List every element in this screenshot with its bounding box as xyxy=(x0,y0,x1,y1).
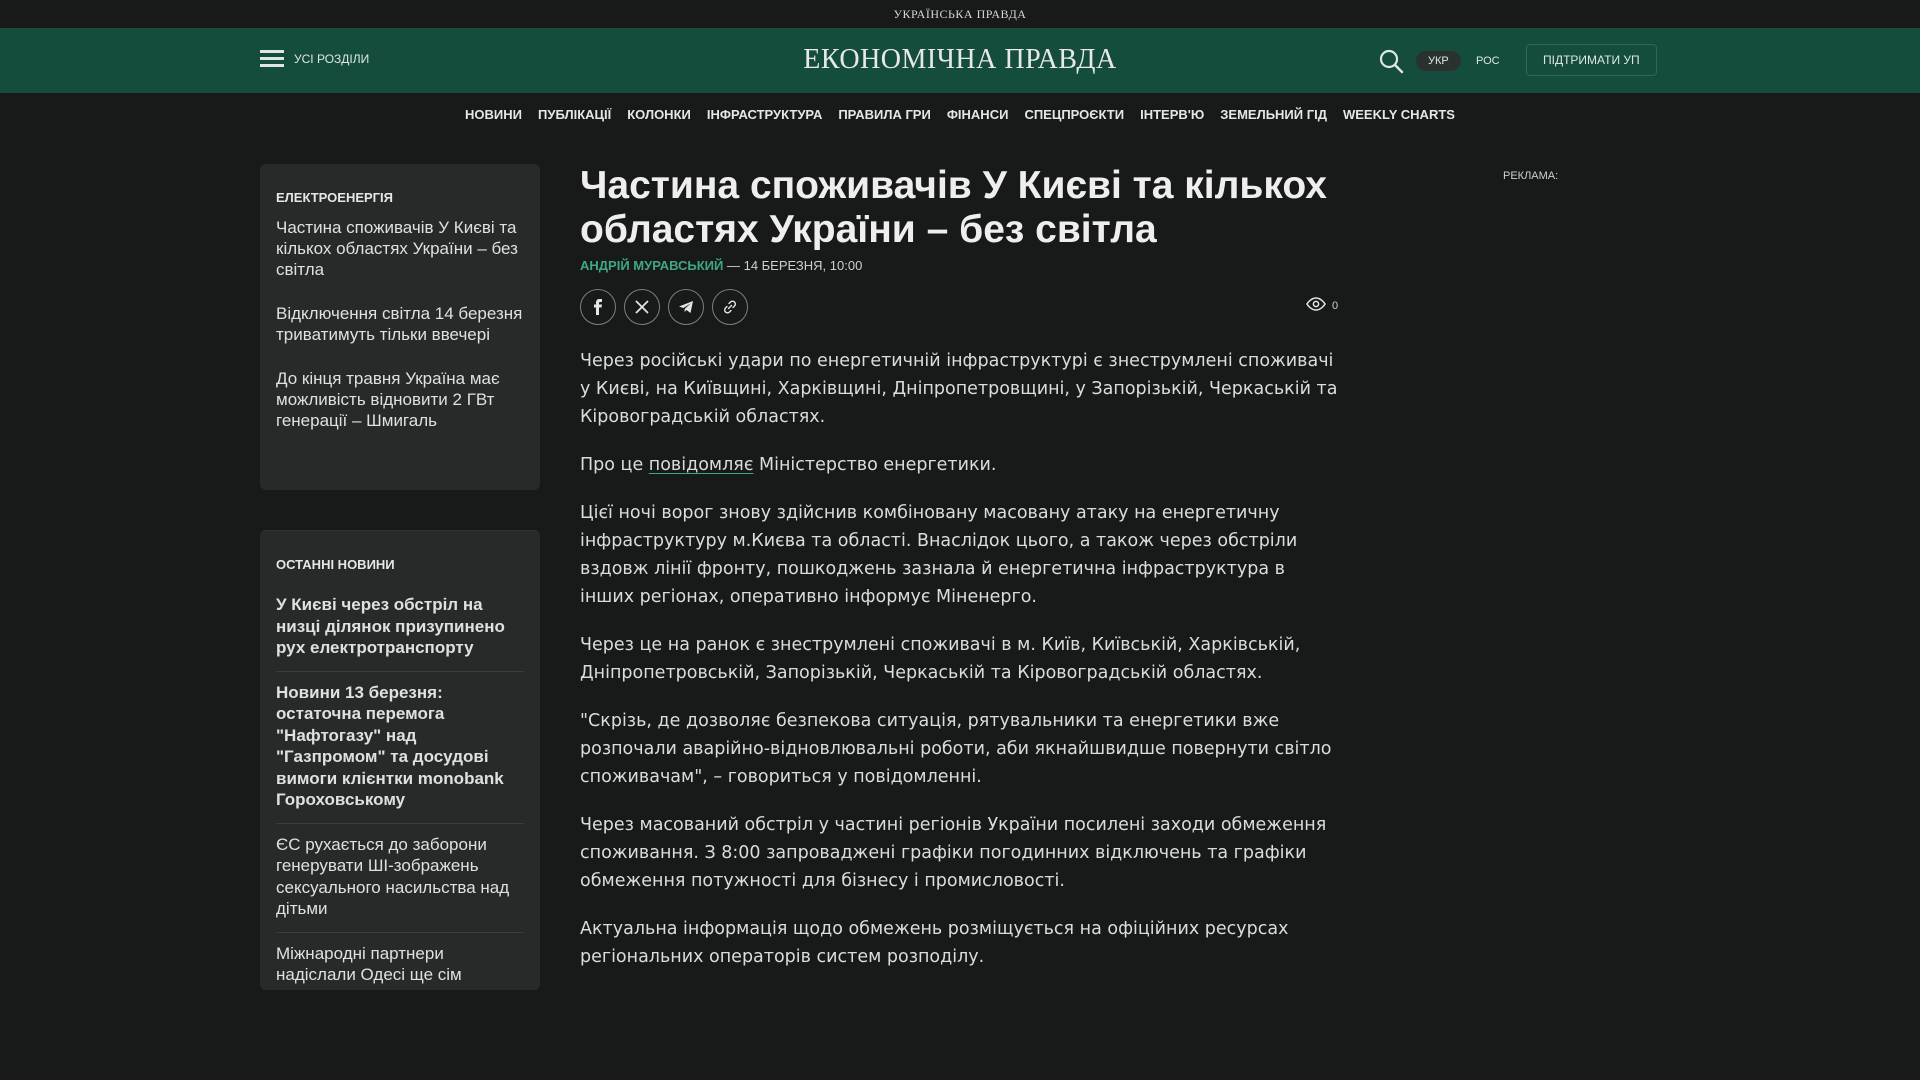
views-counter xyxy=(1306,297,1338,314)
latest-news-item[interactable]: Новини 13 березня: остаточна перемога "Нафтогазу" над "Газпромом" та досудові вимоги клієнтки monobank Гороховському xyxy=(276,672,524,824)
article xyxy=(580,164,1340,991)
site-logo[interactable]: ЕКОНОМІЧНА ПРАВДА xyxy=(803,44,1117,75)
nav-item-interviews[interactable]: ІНТЕРВ'Ю xyxy=(1140,106,1205,122)
nav-item-infrastructure[interactable]: ІНФРАСТРУКТУРА xyxy=(706,106,823,122)
views-count: 0 xyxy=(1332,299,1339,312)
search-icon[interactable] xyxy=(1378,48,1404,74)
link-icon[interactable] xyxy=(712,289,748,325)
article-byline xyxy=(580,258,1340,273)
article-paragraph: Через російські удари по енергетичній інфраструктурі є знеструмлені споживачі у Києві, на Київщині, Харківщині, Дніпропетровщині, у Запорізькій, Черкаській та Кіровоградській областях. xyxy=(580,351,1338,427)
topic-item[interactable]: Частина споживачів У Києві та кількох областях України – без світла xyxy=(276,218,518,279)
footer-fade xyxy=(260,990,1920,1080)
menu-icon xyxy=(260,50,284,67)
facebook-icon[interactable] xyxy=(580,289,616,325)
eye-icon xyxy=(1306,297,1326,314)
topic-item[interactable]: До кінця травня Україна має можливість відновити 2 ГВт генерації – Шмигаль xyxy=(276,369,500,430)
topic-heading[interactable]: ЕЛЕКТРОЕНЕРГІЯ xyxy=(276,190,393,205)
nav-item-finance[interactable]: ФІНАНСИ xyxy=(946,106,1009,122)
ad-label: РЕКЛАМА: xyxy=(1503,170,1559,182)
lang-ukr-button[interactable]: УКР xyxy=(1416,51,1461,71)
nav-item-rules[interactable]: ПРАВИЛА ГРИ xyxy=(838,106,931,122)
article-paragraph: Цієї ночі ворог знову здійснив комбіновану масовану атаку на енергетичну інфраструктуру м.Києва та області. Внаслідок цього, а також через обстріли вздовж лінії фронту, пошкоджень зазнала й енергетична інфраструктура в інших регіонах, оперативно інформує Міненерго. xyxy=(580,503,1298,607)
nav-item-news[interactable]: НОВИНИ xyxy=(465,106,523,122)
latest-news-heading[interactable]: ОСТАННІ НОВИНИ xyxy=(276,557,395,572)
nav-item-publications[interactable]: ПУБЛІКАЦІЇ xyxy=(538,106,612,122)
all-sections-button[interactable] xyxy=(260,50,369,67)
section-nav xyxy=(0,93,1920,135)
top-brand-bar xyxy=(0,0,1920,28)
lang-ros-button[interactable]: РОС xyxy=(1476,55,1500,67)
up-brand-link[interactable]: УКРАЇНСЬКА ПРАВДА xyxy=(893,6,1027,21)
latest-news-item[interactable]: ЄС рухається до заборони генерувати ШІ-зображень сексуального насильства над дітьми xyxy=(276,824,524,933)
article-paragraph: Через масований обстріл у частині регіонів України посилені заходи обмеження споживання. З 8:00 запроваджені графіки погодинних відключень та графіки обмеження потужності для бізнесу і промисловості. xyxy=(580,815,1327,891)
article-paragraph xyxy=(580,451,1340,479)
paragraph-text: Міністерство енергетики. xyxy=(753,455,997,475)
nav-item-land-guide[interactable]: ЗЕМЕЛЬНИЙ ГІД xyxy=(1220,106,1327,122)
all-sections-label: УСІ РОЗДІЛИ xyxy=(294,51,370,66)
article-paragraph: Актуальна інформація щодо обмежень розміщується на офіційних ресурсах регіональних операторів систем розподілу. xyxy=(580,919,1289,967)
nav-item-weekly-charts[interactable]: WEEKLY CHARTS xyxy=(1342,106,1455,122)
x-icon[interactable] xyxy=(624,289,660,325)
author-link[interactable]: АНДРІЙ МУРАВСЬКИЙ xyxy=(580,258,724,273)
article-title: Частина споживачів У Києві та кількох областях України – без світла xyxy=(580,164,1327,251)
support-button[interactable]: ПІДТРИМАТИ УП xyxy=(1526,44,1657,76)
telegram-icon[interactable] xyxy=(668,289,704,325)
nav-item-columns[interactable]: КОЛОНКИ xyxy=(627,106,691,122)
source-link[interactable]: повідомляє xyxy=(648,455,754,475)
share-bar xyxy=(580,289,1340,325)
nav-item-special-projects[interactable]: СПЕЦПРОЄКТИ xyxy=(1024,106,1125,122)
topic-item[interactable]: Відключення світла 14 березня триватимуть тільки ввечері xyxy=(276,304,523,344)
paragraph-text: Про це xyxy=(580,455,649,475)
article-body xyxy=(580,347,1340,971)
article-paragraph: Через це на ранок є знеструмлені споживачі в м. Київ, Київській, Харківській, Дніпропетровській, Запорізькій, Черкаській та Кіровоградській областях. xyxy=(580,635,1301,683)
topic-card xyxy=(260,164,540,490)
site-header xyxy=(0,28,1920,93)
latest-news-item[interactable]: У Києві через обстріл на низці ділянок призупинено рух електротранспорту xyxy=(276,584,524,672)
article-date: — 14 БЕРЕЗНЯ, 10:00 xyxy=(723,258,863,273)
article-paragraph: "Скрізь, де дозволяє безпекова ситуація, рятувальники та енергетики вже розпочали аварійно-відновлювальні роботи, аби якнайшвидше повернути світло споживачам", – говориться у повідомленні. xyxy=(580,711,1332,787)
latest-news-item[interactable]: Міжнародні партнери надіслали Одесі ще сім xyxy=(276,933,524,1021)
latest-news-card xyxy=(260,530,540,990)
